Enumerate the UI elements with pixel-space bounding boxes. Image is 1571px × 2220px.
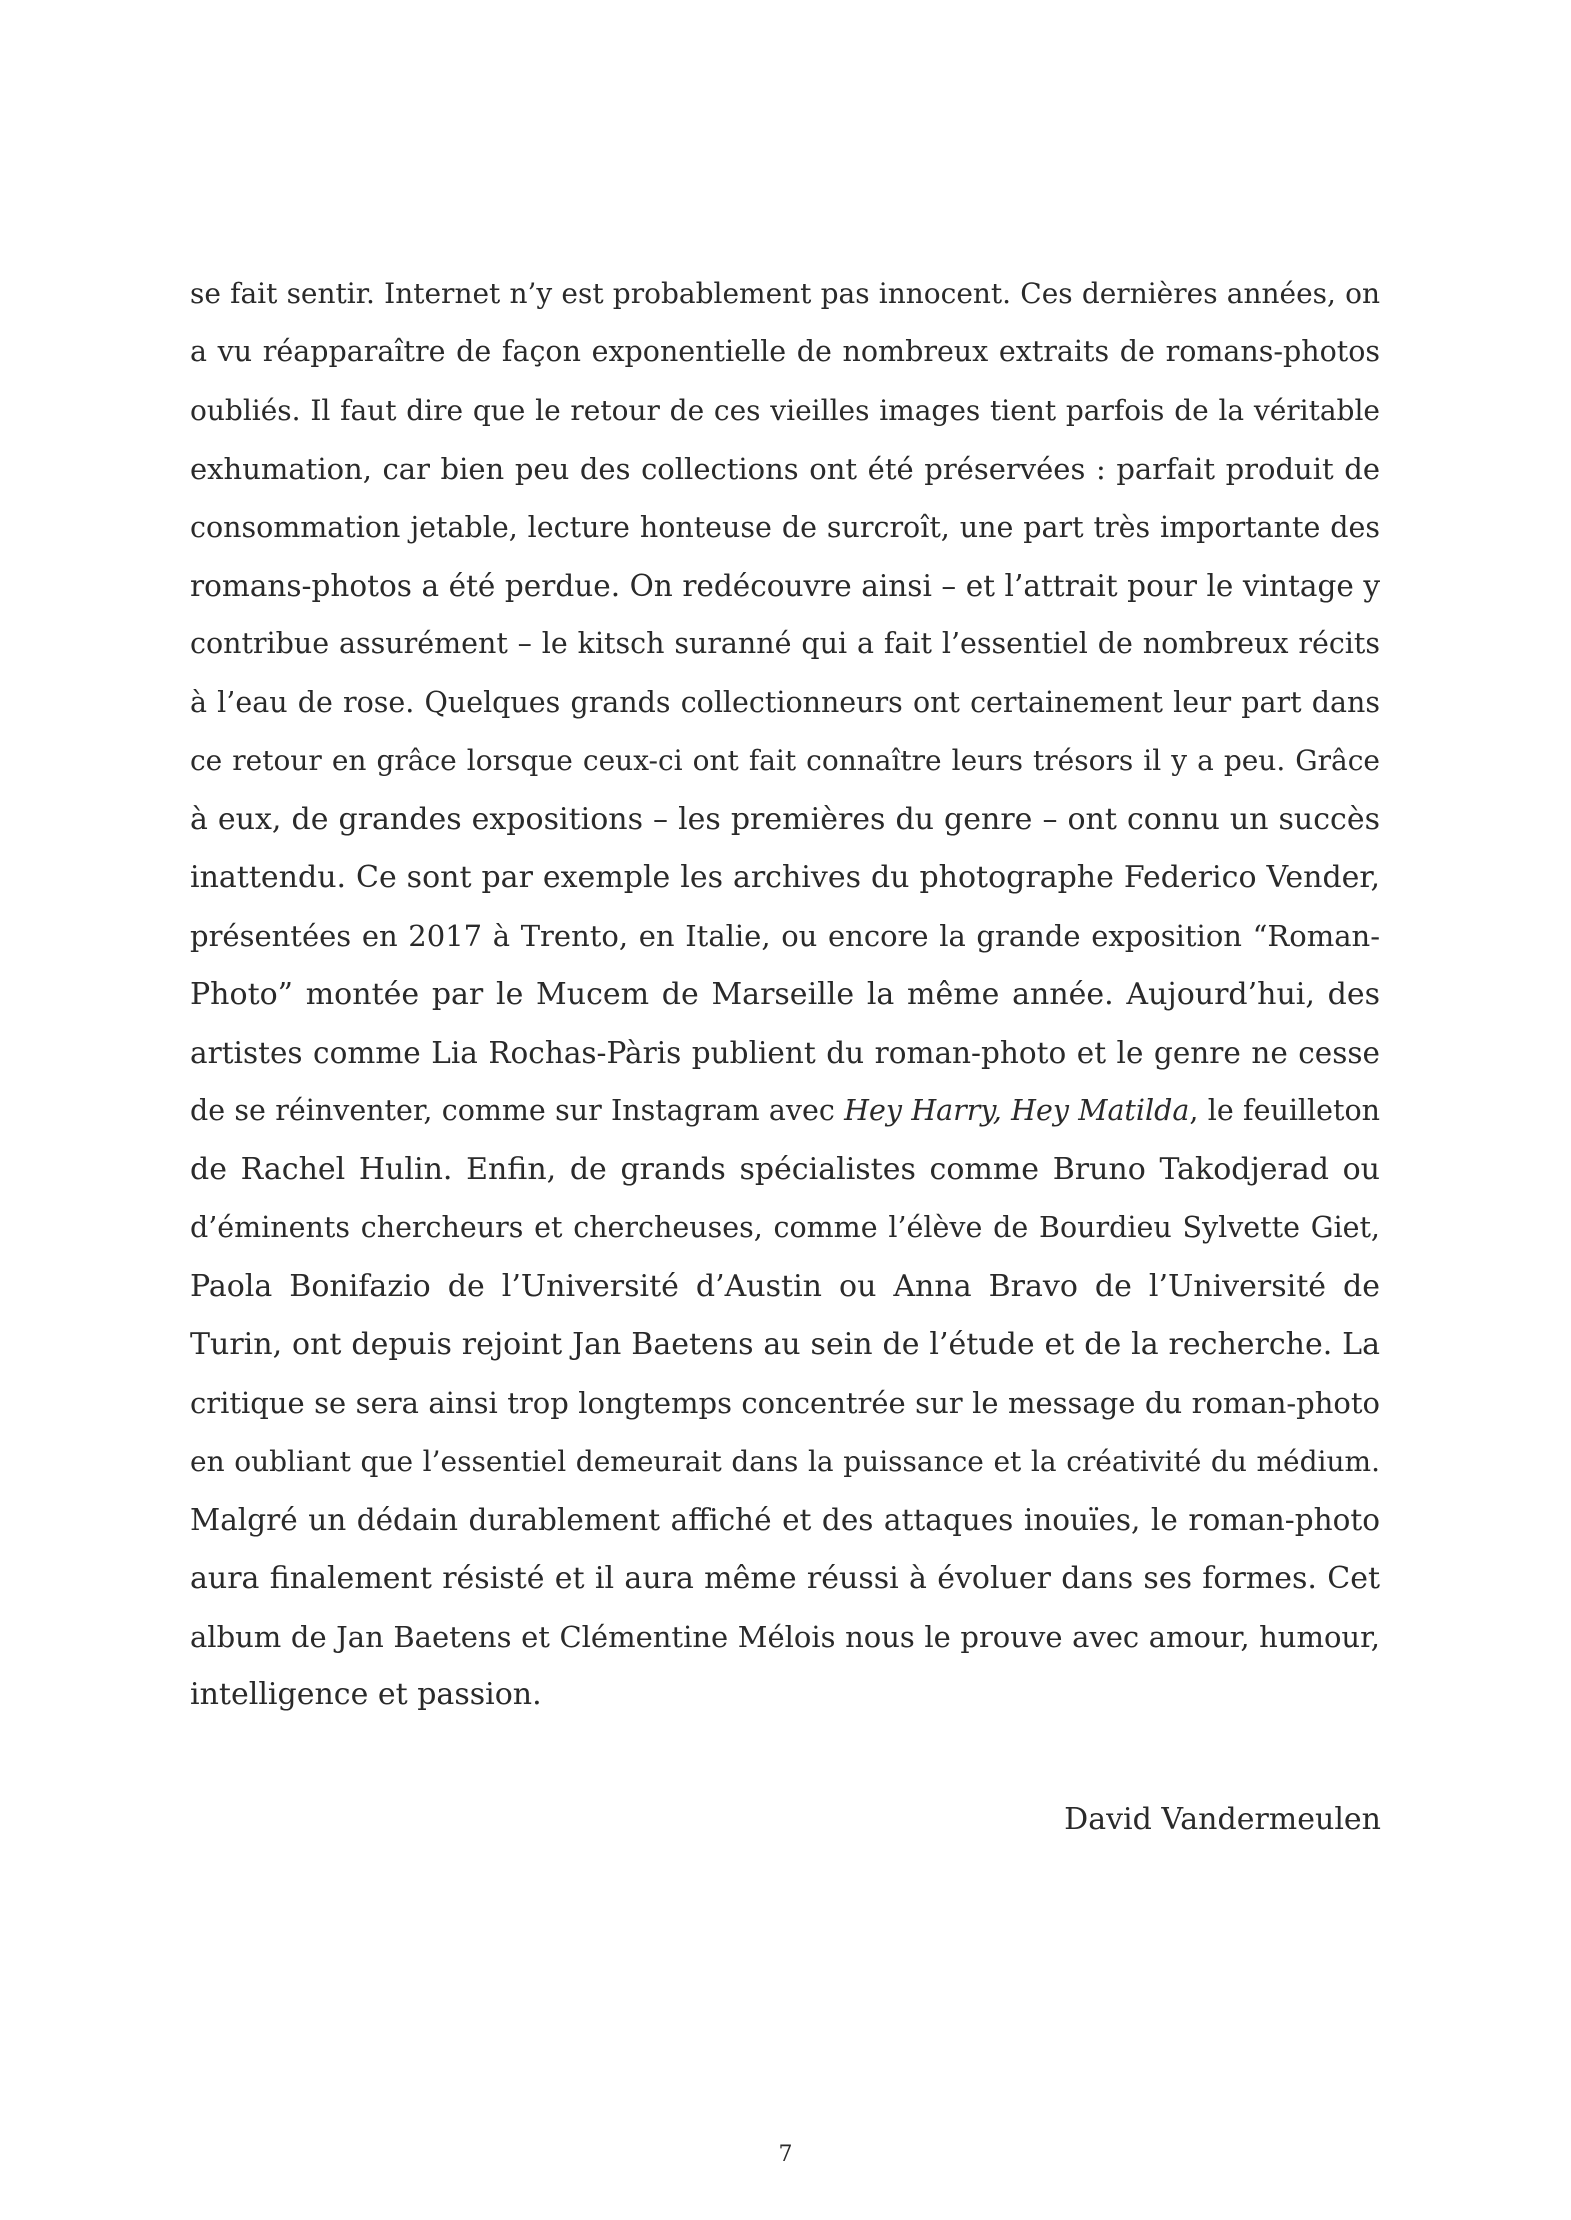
text-line-24: album de Jan Baetens et Clémentine Mélois nous le prouve avec amour, humour, — [190, 1619, 1380, 1654]
text-line-22: Malgré un dédain durablement affiché et des attaques inouïes, le roman-photo — [190, 1503, 1380, 1538]
text-line-11: inattendu. Ce sont par exemple les archives du photographe Federico Vender, — [190, 859, 1380, 895]
text-line-6: romans-photos a été perdue. On redécouvre ainsi – et l’attrait pour le vintage y — [190, 568, 1380, 603]
text-line-20: critique se sera ainsi trop longtemps concentrée sur le message du roman-photo — [190, 1386, 1380, 1421]
text-line-3: oubliés. Il faut dire que le retour de ces vieilles images tient parfois de la véritable — [190, 393, 1380, 427]
text-line-12: présentées en 2017 à Trento, en Italie, ou encore la grande exposition “Roman- — [190, 919, 1380, 954]
text-line-14: artistes comme Lia Rochas-Pàris publient du roman-photo et le genre ne cesse — [190, 1036, 1380, 1071]
page-number: 7 — [778, 2142, 793, 2167]
text-line-1: se fait sentir. Internet n’y est probablement pas innocent. Ces dernières années, on — [190, 277, 1380, 310]
text-line-15 — [190, 1082, 1380, 1140]
author-signature: David Vandermeulen — [1064, 1802, 1381, 1837]
text-line-4: exhumation, car bien peu des collections ont été préservées : parfait produit de — [190, 452, 1380, 487]
text-line-10: à eux, de grandes expositions – les premières du genre – ont connu un succès — [190, 801, 1380, 837]
text-line-13: Photo” montée par le Mucem de Marseille la même année. Aujourd’hui, des — [190, 976, 1380, 1012]
instagram-series-title: Hey Harry, Hey Matilda — [844, 1094, 1190, 1128]
text-line-8: à l’eau de rose. Quelques grands collectionneurs ont certainement leur part dans — [190, 685, 1380, 719]
text-line-16: de Rachel Hulin. Enfin, de grands spécialistes comme Bruno Takodjerad ou — [190, 1151, 1380, 1187]
text-line-17: d’éminents chercheurs et chercheuses, comme l’élève de Bourdieu Sylvette Giet, — [190, 1211, 1380, 1245]
text-line-15-before: de se réinventer, comme sur Instagram avec — [190, 1094, 845, 1128]
text-line-19: Turin, ont depuis rejoint Jan Baetens au sein de l’étude et de la recherche. La — [190, 1327, 1380, 1363]
text-line-9: ce retour en grâce lorsque ceux-ci ont fait connaître leurs trésors il y a peu. Grâce — [190, 744, 1380, 778]
text-line-25: intelligence et passion. — [190, 1677, 542, 1713]
text-line-2: a vu réapparaître de façon exponentielle de nombreux extraits de romans-photos — [190, 335, 1380, 369]
text-line-21: en oubliant que l’essentiel demeurait dans la puissance et la créativité du médium. — [190, 1444, 1380, 1478]
text-line-18: Paola Bonifazio de l’Université d’Austin ou Anna Bravo de l’Université de — [190, 1268, 1380, 1304]
body-text — [190, 265, 1380, 1725]
text-line-15-after: , le feuilleton — [1189, 1094, 1380, 1128]
text-line-5: consommation jetable, lecture honteuse de surcroît, une part très importante des — [190, 510, 1380, 544]
text-line-7: contribue assurément – le kitsch suranné qui a fait l’essentiel de nombreux récits — [190, 627, 1380, 661]
text-line-23: aura finalement résisté et il aura même réussi à évoluer dans ses formes. Cet — [190, 1560, 1380, 1596]
